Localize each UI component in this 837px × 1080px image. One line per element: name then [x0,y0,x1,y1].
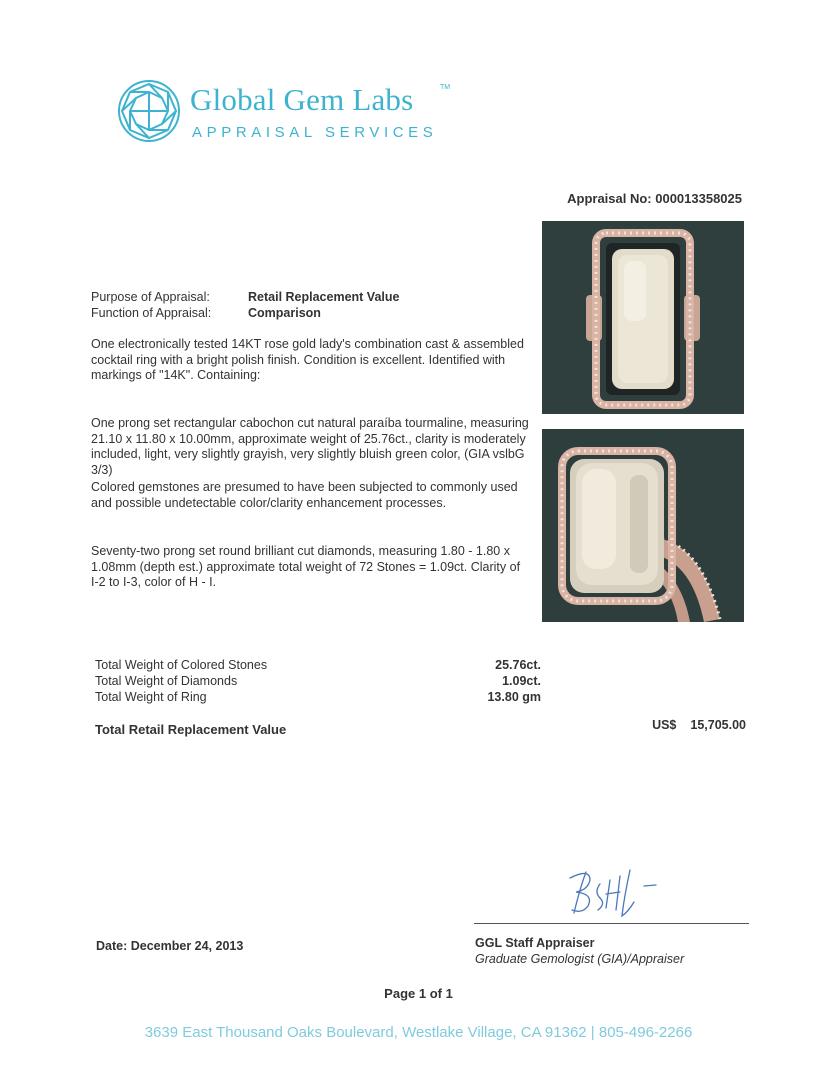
description-tourmaline: One prong set rectangular cabochon cut natural paraíba tourmaline, measuring 21.10 x 11.80 x 10.00mm, approximate weight of 25.76ct., clarity is moderately included, light, very slightly grayish, very slightly bluish green color, (GIA vslbG 3/3) [91,416,529,477]
total-retail-value [652,718,746,732]
currency: US$ [652,718,677,732]
gem-icon [116,78,182,144]
purpose-value: Retail Replacement Value [248,290,400,304]
total-value: 13.80 gm [487,690,541,704]
appraiser-title: GGL Staff Appraiser [475,936,595,950]
total-weight-colored-stones [95,658,545,672]
footer-address: 3639 East Thousand Oaks Boulevard, Westlake Village, CA 91362 | 805-496-2266 [144,1024,693,1041]
appraisal-number: Appraisal No: 000013358025 [567,191,742,206]
company-name: Global Gem Labs [190,82,414,117]
ring-photo-side-view [542,429,744,622]
trademark: TM [440,84,451,91]
company-logo [116,78,456,148]
signature-line [474,923,749,924]
function-row [91,306,321,320]
ring-photo-top-view [542,221,744,414]
total-weight-ring [95,690,545,704]
total-weight-diamonds [95,674,545,688]
company-tagline: APPRAISAL SERVICES [192,124,438,141]
appraiser-credentials: Graduate Gemologist (GIA)/Appraiser [475,952,685,966]
total-value: 25.76ct. [495,658,541,672]
function-label: Function of Appraisal: [91,306,212,320]
purpose-row [91,290,399,304]
function-value: Comparison [248,306,321,320]
total-retail-value-label: Total Retail Replacement Value [95,722,287,737]
purpose-label: Purpose of Appraisal: [91,290,210,304]
description-enhancement: Colored gemstones are presumed to have been subjected to commonly used and possible undetectable color/clarity enhancement processes. [91,480,518,510]
appraiser-signature [560,858,670,920]
total-value: 1.09ct. [502,674,541,688]
total-label: Total Weight of Diamonds [95,674,238,688]
total-label: Total Weight of Ring [95,690,207,704]
description-ring: One electronically tested 14KT rose gold lady's combination cast & assembled cocktail ring with a bright polish finish. Condition is excellent. Identified with markings of "14K". Containing: [91,337,524,382]
amount: 15,705.00 [690,718,746,732]
total-label: Total Weight of Colored Stones [95,658,268,672]
description-diamonds: Seventy-two prong set round brilliant cut diamonds, measuring 1.80 - 1.80 x 1.08mm (depth est.) approximate total weight of 72 Stones = 1.09ct. Clarity of I-2 to I-3, color of H - I. [91,544,521,589]
page-number: Page 1 of 1 [384,986,453,1001]
appraisal-date: Date: December 24, 2013 [96,939,244,953]
